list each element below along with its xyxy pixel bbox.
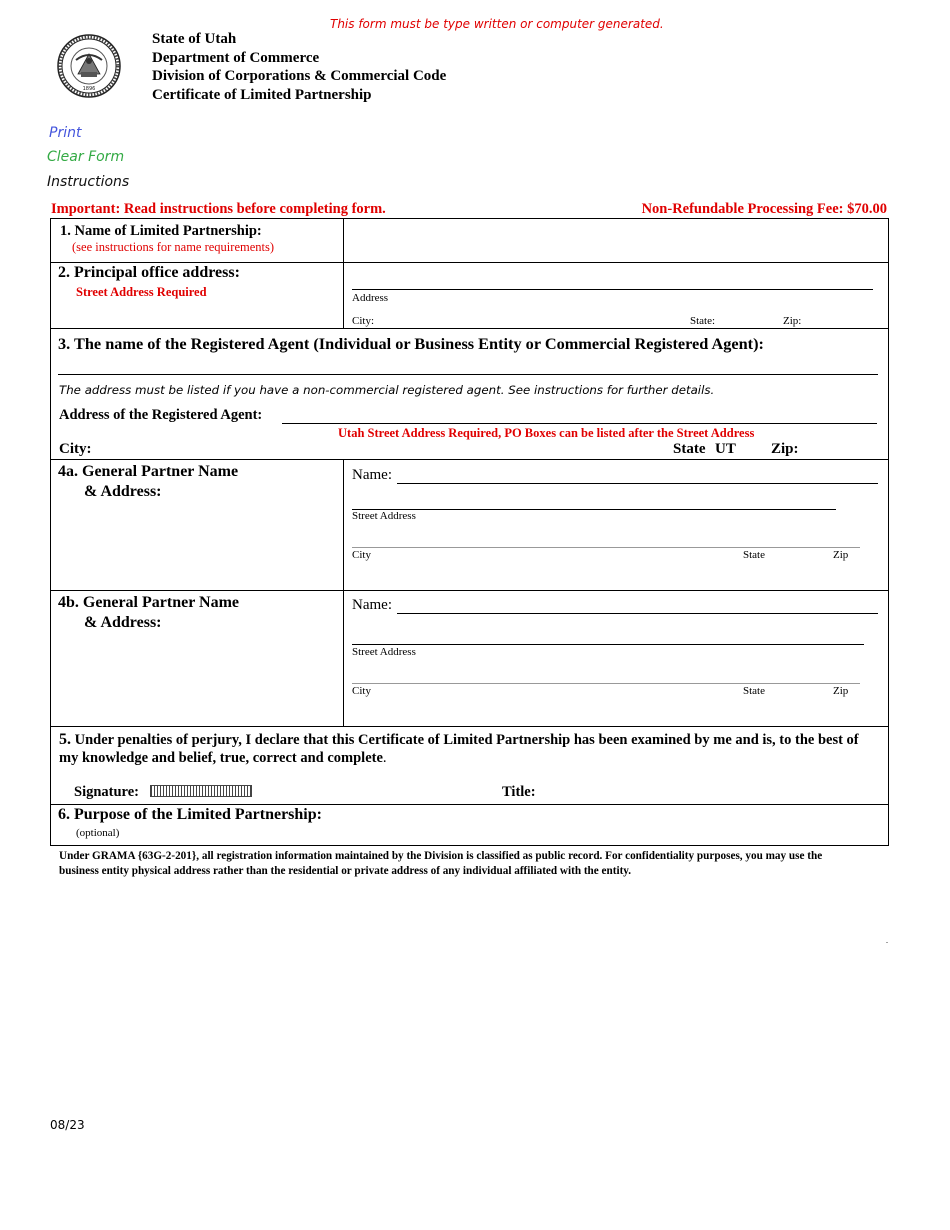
partner-b-city-line [352, 683, 860, 684]
registered-agent-name-input[interactable] [58, 356, 882, 375]
partner-a-zip-caption: Zip [833, 549, 849, 561]
principal-address-caption: Address [352, 292, 389, 304]
section5-number: 5. [59, 731, 71, 748]
section6-note: (optional) [76, 827, 120, 839]
section5-text: Under penalties of perjury, I declare that this Certificate of Limited Partnership has been examined by me and is, to the best of my knowledge and belief, true, correct and complete [59, 732, 859, 766]
revision-date: 08/23 [50, 1118, 85, 1132]
section3-note: The address must be listed if you have a non-commercial registered agent. See instructions for further details. [59, 383, 715, 397]
title-label: Title: [502, 784, 536, 800]
partner-a-state-caption: State [743, 549, 765, 561]
clear-form-button[interactable]: Clear Form [47, 149, 125, 165]
section4b-label-line1: 4b. General Partner Name [58, 594, 239, 611]
partner-b-city-caption: City [352, 685, 371, 697]
partner-b-name-line [397, 613, 878, 614]
registered-agent-name-line [58, 374, 878, 375]
header-division: Division of Corporations & Commercial Code [152, 68, 447, 84]
stray-mark: . [886, 936, 888, 945]
section4a-label-line2: & Address: [84, 483, 162, 500]
agent-address-line [282, 423, 877, 424]
section1-note: (see instructions for name requirements) [72, 240, 275, 254]
partner-b-state-caption: State [743, 685, 765, 697]
agent-address-input[interactable] [284, 405, 880, 424]
partner-a-city-caption: City [352, 549, 371, 561]
section1-label: 1. Name of Limited Partnership: [60, 223, 262, 239]
principal-state-label: State: [690, 315, 716, 327]
principal-address-line [352, 289, 873, 290]
partner-a-street-line [352, 509, 836, 510]
perjury-declaration [59, 731, 881, 767]
print-button[interactable]: Print [49, 125, 82, 141]
partner-a-name-label: Name: [352, 467, 392, 483]
agent-state-label: State [673, 441, 706, 457]
seal-year: 1896 [82, 86, 96, 92]
partner-a-name-line [397, 483, 878, 484]
section5-period: . [382, 750, 387, 766]
typewritten-notice: This form must be type written or computer generated. [330, 17, 664, 31]
section4b-label-line2: & Address: [84, 614, 162, 631]
partner-a-street-input[interactable] [352, 492, 838, 510]
agent-address-note: Utah Street Address Required, PO Boxes can be listed after the Street Address [338, 426, 755, 440]
agent-city-input[interactable] [100, 441, 664, 459]
grama-notice: Under GRAMA {63G-2-201}, all registration information maintained by the Division is classified as public record. For confidentiality purposes, you may use the business entity physical address rather than the residential or private address of any individual affiliated with the entity. [59, 850, 823, 877]
processing-fee: Non-Refundable Processing Fee: $70.00 [641, 201, 887, 217]
partnership-name-input[interactable] [348, 224, 887, 258]
partner-b-street-caption: Street Address [352, 646, 416, 658]
agent-state-value: UT [715, 441, 736, 457]
agent-address-label: Address of the Registered Agent: [59, 407, 263, 423]
partner-b-street-line [352, 644, 864, 645]
section2-label: 2. Principal office address: [58, 264, 240, 281]
important-notice: Important: Read instructions before completing form. [51, 201, 386, 217]
agent-zip-input[interactable] [805, 441, 887, 459]
partner-b-zip-caption: Zip [833, 685, 849, 697]
partner-a-street-caption: Street Address [352, 510, 416, 522]
section3-label: 3. The name of the Registered Agent (Individual or Business Entity or Commercial Registered Agent): [58, 334, 764, 353]
agent-zip-label: Zip: [771, 441, 799, 457]
header-department: Department of Commerce [152, 49, 320, 66]
purpose-input[interactable] [360, 808, 886, 844]
section4a-label-line1: 4a. General Partner Name [58, 463, 239, 480]
header-state: State of Utah [152, 31, 237, 47]
partner-a-city-line [352, 547, 860, 548]
signature-label: Signature: [74, 784, 139, 800]
header-form-title: Certificate of Limited Partnership [152, 86, 372, 103]
partner-b-city-state-zip-input[interactable] [352, 666, 861, 684]
partner-a-city-state-zip-input[interactable] [352, 530, 861, 548]
principal-address-input[interactable] [352, 272, 876, 290]
principal-state-input[interactable] [722, 310, 781, 328]
principal-city-label: City: [352, 315, 375, 327]
partner-b-name-label: Name: [352, 597, 392, 613]
instructions-link[interactable]: Instructions [47, 174, 130, 190]
section6-label: 6. Purpose of the Limited Partnership: [58, 806, 322, 823]
signature-field[interactable] [150, 785, 252, 797]
principal-zip-label: Zip: [783, 315, 802, 327]
partner-b-street-input[interactable] [352, 627, 866, 645]
title-input[interactable] [545, 782, 884, 802]
utah-state-seal [56, 28, 122, 104]
principal-city-input[interactable] [380, 310, 684, 328]
section2-note: Street Address Required [76, 285, 207, 299]
principal-zip-input[interactable] [806, 310, 888, 328]
agent-city-label: City: [59, 441, 92, 457]
